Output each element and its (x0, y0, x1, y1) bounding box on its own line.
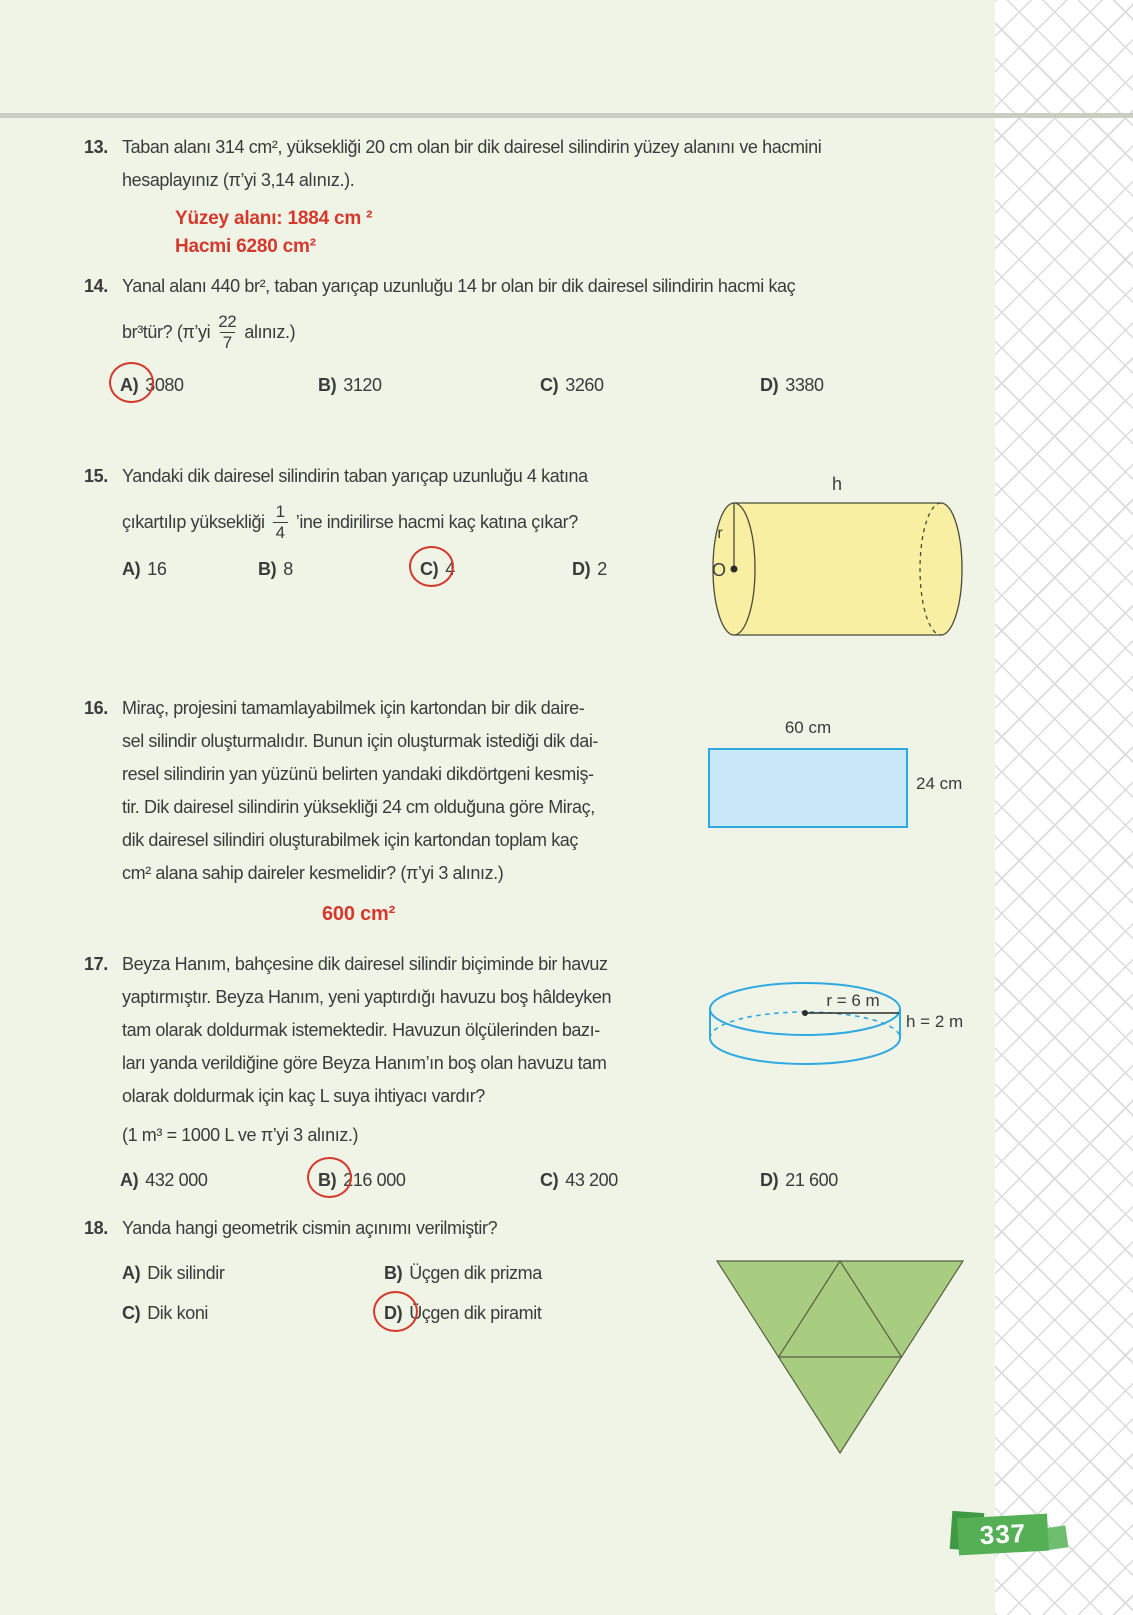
option-value: 3120 (343, 375, 382, 395)
fraction-numerator: 1 (275, 501, 285, 521)
header-divider-rule (0, 113, 1133, 118)
question-text-line: tir. Dik dairesel silindirin yüksekliği 24 cm olduğuna göre Miraç, (122, 797, 595, 817)
option-value: Dik silindir (147, 1263, 225, 1283)
question-number: 18. (84, 1218, 108, 1238)
fraction-denominator: 7 (220, 332, 235, 353)
question-number: 16. (84, 698, 108, 718)
option-value: 3380 (785, 375, 824, 395)
option-b (258, 553, 293, 586)
option-label-circled: B) (318, 1164, 336, 1197)
question-note: (1 m³ = 1000 L ve π’yi 3 alınız.) (122, 1125, 359, 1145)
answer-line: Hacmi 6280 cm² (175, 236, 316, 257)
text-before-fraction: çıkartılıp yüksekliği (122, 511, 265, 532)
option-label: B) (318, 375, 337, 395)
option-a (122, 1258, 384, 1288)
rectangle-width-label: 60 cm (784, 718, 832, 737)
question-text-line: hesaplayınız (π’yi 3,14 alınız.). (122, 170, 355, 190)
option-d (760, 1164, 838, 1197)
question-text-line: sel silindir oluşturmalıdır. Bunun için oluşturmak istediği dik dai- (122, 731, 599, 751)
option-d (384, 1298, 704, 1328)
option-b (318, 369, 382, 402)
question-text-line: tam olarak doldurmak istemektedir. Havuzun ölçülerinden bazı- (122, 1020, 600, 1040)
option-value: Dik koni (147, 1303, 209, 1323)
option-d (572, 553, 607, 586)
question-16 (84, 692, 684, 928)
text-before-fraction: br³tür? (π’yi (122, 321, 211, 342)
option-label: B) (258, 559, 277, 579)
question-text-line: olarak doldurmak için kaç L suya ihtiyacı vardır? (122, 1086, 485, 1106)
answer-options (122, 553, 684, 587)
cylinder-radius-label: r (717, 525, 723, 542)
question-text-line: dik dairesel silindiri oluşturabilmek için kartondan toplam kaç (122, 830, 579, 850)
question-text-line: Yanda hangi geometrik cismin açınımı verilmiştir? (122, 1218, 498, 1238)
option-b (318, 1164, 405, 1197)
option-a (120, 369, 184, 402)
page-number-banner (935, 1500, 1075, 1560)
option-label-circled: C) (420, 553, 438, 586)
option-label: D) (760, 1170, 779, 1190)
rectangle-height-label: 24 cm (916, 774, 963, 793)
handwritten-answer: 600 cm² (322, 903, 396, 925)
answer-options (122, 1164, 964, 1198)
question-15 (84, 460, 684, 587)
option-b (384, 1258, 704, 1288)
option-value: 3260 (565, 375, 604, 395)
option-value: 16 (147, 559, 167, 579)
option-label: D) (572, 559, 591, 579)
question-text-line: resel silindirin yan yüzünü belirten yandaki dikdörtgeni kesmiş- (122, 764, 594, 784)
option-value: 43 200 (565, 1170, 618, 1190)
question-text-line: cm² alana sahip daireler kesmelidir? (π’yi 3 alınız.) (122, 863, 504, 883)
pool-figure (690, 975, 980, 1075)
question-text-line (122, 303, 964, 361)
fraction (218, 312, 236, 353)
question-14 (84, 270, 964, 403)
question-number: 17. (84, 954, 108, 974)
option-label: A) (122, 559, 141, 579)
handwritten-answer (175, 205, 964, 261)
question-13 (84, 131, 964, 261)
question-text-line (122, 493, 684, 551)
option-c (122, 1298, 384, 1328)
text-after-fraction: ’ine indirilirse hacmi kaç katına çıkar? (295, 511, 578, 532)
option-label: C) (540, 1170, 559, 1190)
option-value: 3080 (145, 375, 184, 395)
fraction (273, 502, 288, 543)
text-after-fraction: alınız.) (244, 321, 296, 342)
option-label: C) (540, 375, 559, 395)
option-value: Üçgen dik piramit (409, 1303, 542, 1323)
question-text-line: Yandaki dik dairesel silindirin taban yarıçap uzunluğu 4 katına (122, 466, 588, 486)
question-text-line: ları yanda verildiğine göre Beyza Hanım’ın boş olan havuzu tam (122, 1053, 607, 1073)
answer-options (122, 1258, 704, 1328)
rectangle-figure (708, 748, 908, 828)
cylinder-figure (700, 468, 970, 648)
question-text-line: Miraç, projesini tamamlayabilmek için kartondan bir dik daire- (122, 698, 585, 718)
fraction-denominator: 4 (273, 522, 288, 543)
option-label: B) (384, 1263, 403, 1283)
page-number: 337 (957, 1514, 1049, 1556)
tetrahedron-net-figure (695, 1255, 975, 1460)
cylinder-center-label: O (711, 560, 726, 580)
question-number: 14. (84, 276, 108, 296)
option-label: A) (122, 1263, 141, 1283)
question-18 (84, 1212, 704, 1328)
crosshatch-margin-pattern (995, 0, 1133, 1615)
option-value: 21 600 (785, 1170, 838, 1190)
question-number: 13. (84, 137, 108, 157)
option-a (120, 1164, 207, 1197)
option-label: C) (122, 1303, 141, 1323)
question-text-line: yaptırmıştır. Beyza Hanım, yeni yaptırdığı havuzu boş hâldeyken (122, 987, 612, 1007)
option-d (760, 369, 824, 402)
option-c (540, 1164, 618, 1197)
question-text-line: Yanal alanı 440 br², taban yarıçap uzunluğu 14 br olan bir dik dairesel silindirin hacmi kaç (122, 276, 796, 296)
option-c (420, 553, 455, 586)
option-value: Üçgen dik prizma (409, 1263, 542, 1283)
question-text-line: Beyza Hanım, bahçesine dik dairesel silindir biçiminde bir havuz (122, 954, 608, 974)
option-label: D) (760, 375, 779, 395)
fraction-numerator: 22 (218, 311, 237, 331)
answer-options (122, 369, 964, 403)
option-label-circled: D) (384, 1298, 402, 1328)
option-label: A) (120, 1170, 139, 1190)
option-c (540, 369, 604, 402)
option-value: 8 (283, 559, 293, 579)
option-label-circled: A) (120, 369, 138, 402)
answer-line: Yüzey alanı: 1884 cm ² (175, 208, 373, 229)
cylinder-height-label: h (831, 474, 843, 494)
option-value: 2 (597, 559, 607, 579)
pool-height-label: h = 2 m (906, 1012, 964, 1031)
option-value: 216 000 (343, 1170, 406, 1190)
option-value: 4 (445, 559, 455, 579)
option-value: 432 000 (145, 1170, 208, 1190)
pool-radius-label: r = 6 m (826, 991, 880, 1010)
question-text-line: Taban alanı 314 cm², yüksekliği 20 cm olan bir dik dairesel silindirin yüzey alanını ve hacmini (122, 137, 822, 157)
option-a (122, 553, 166, 586)
question-number: 15. (84, 466, 108, 486)
